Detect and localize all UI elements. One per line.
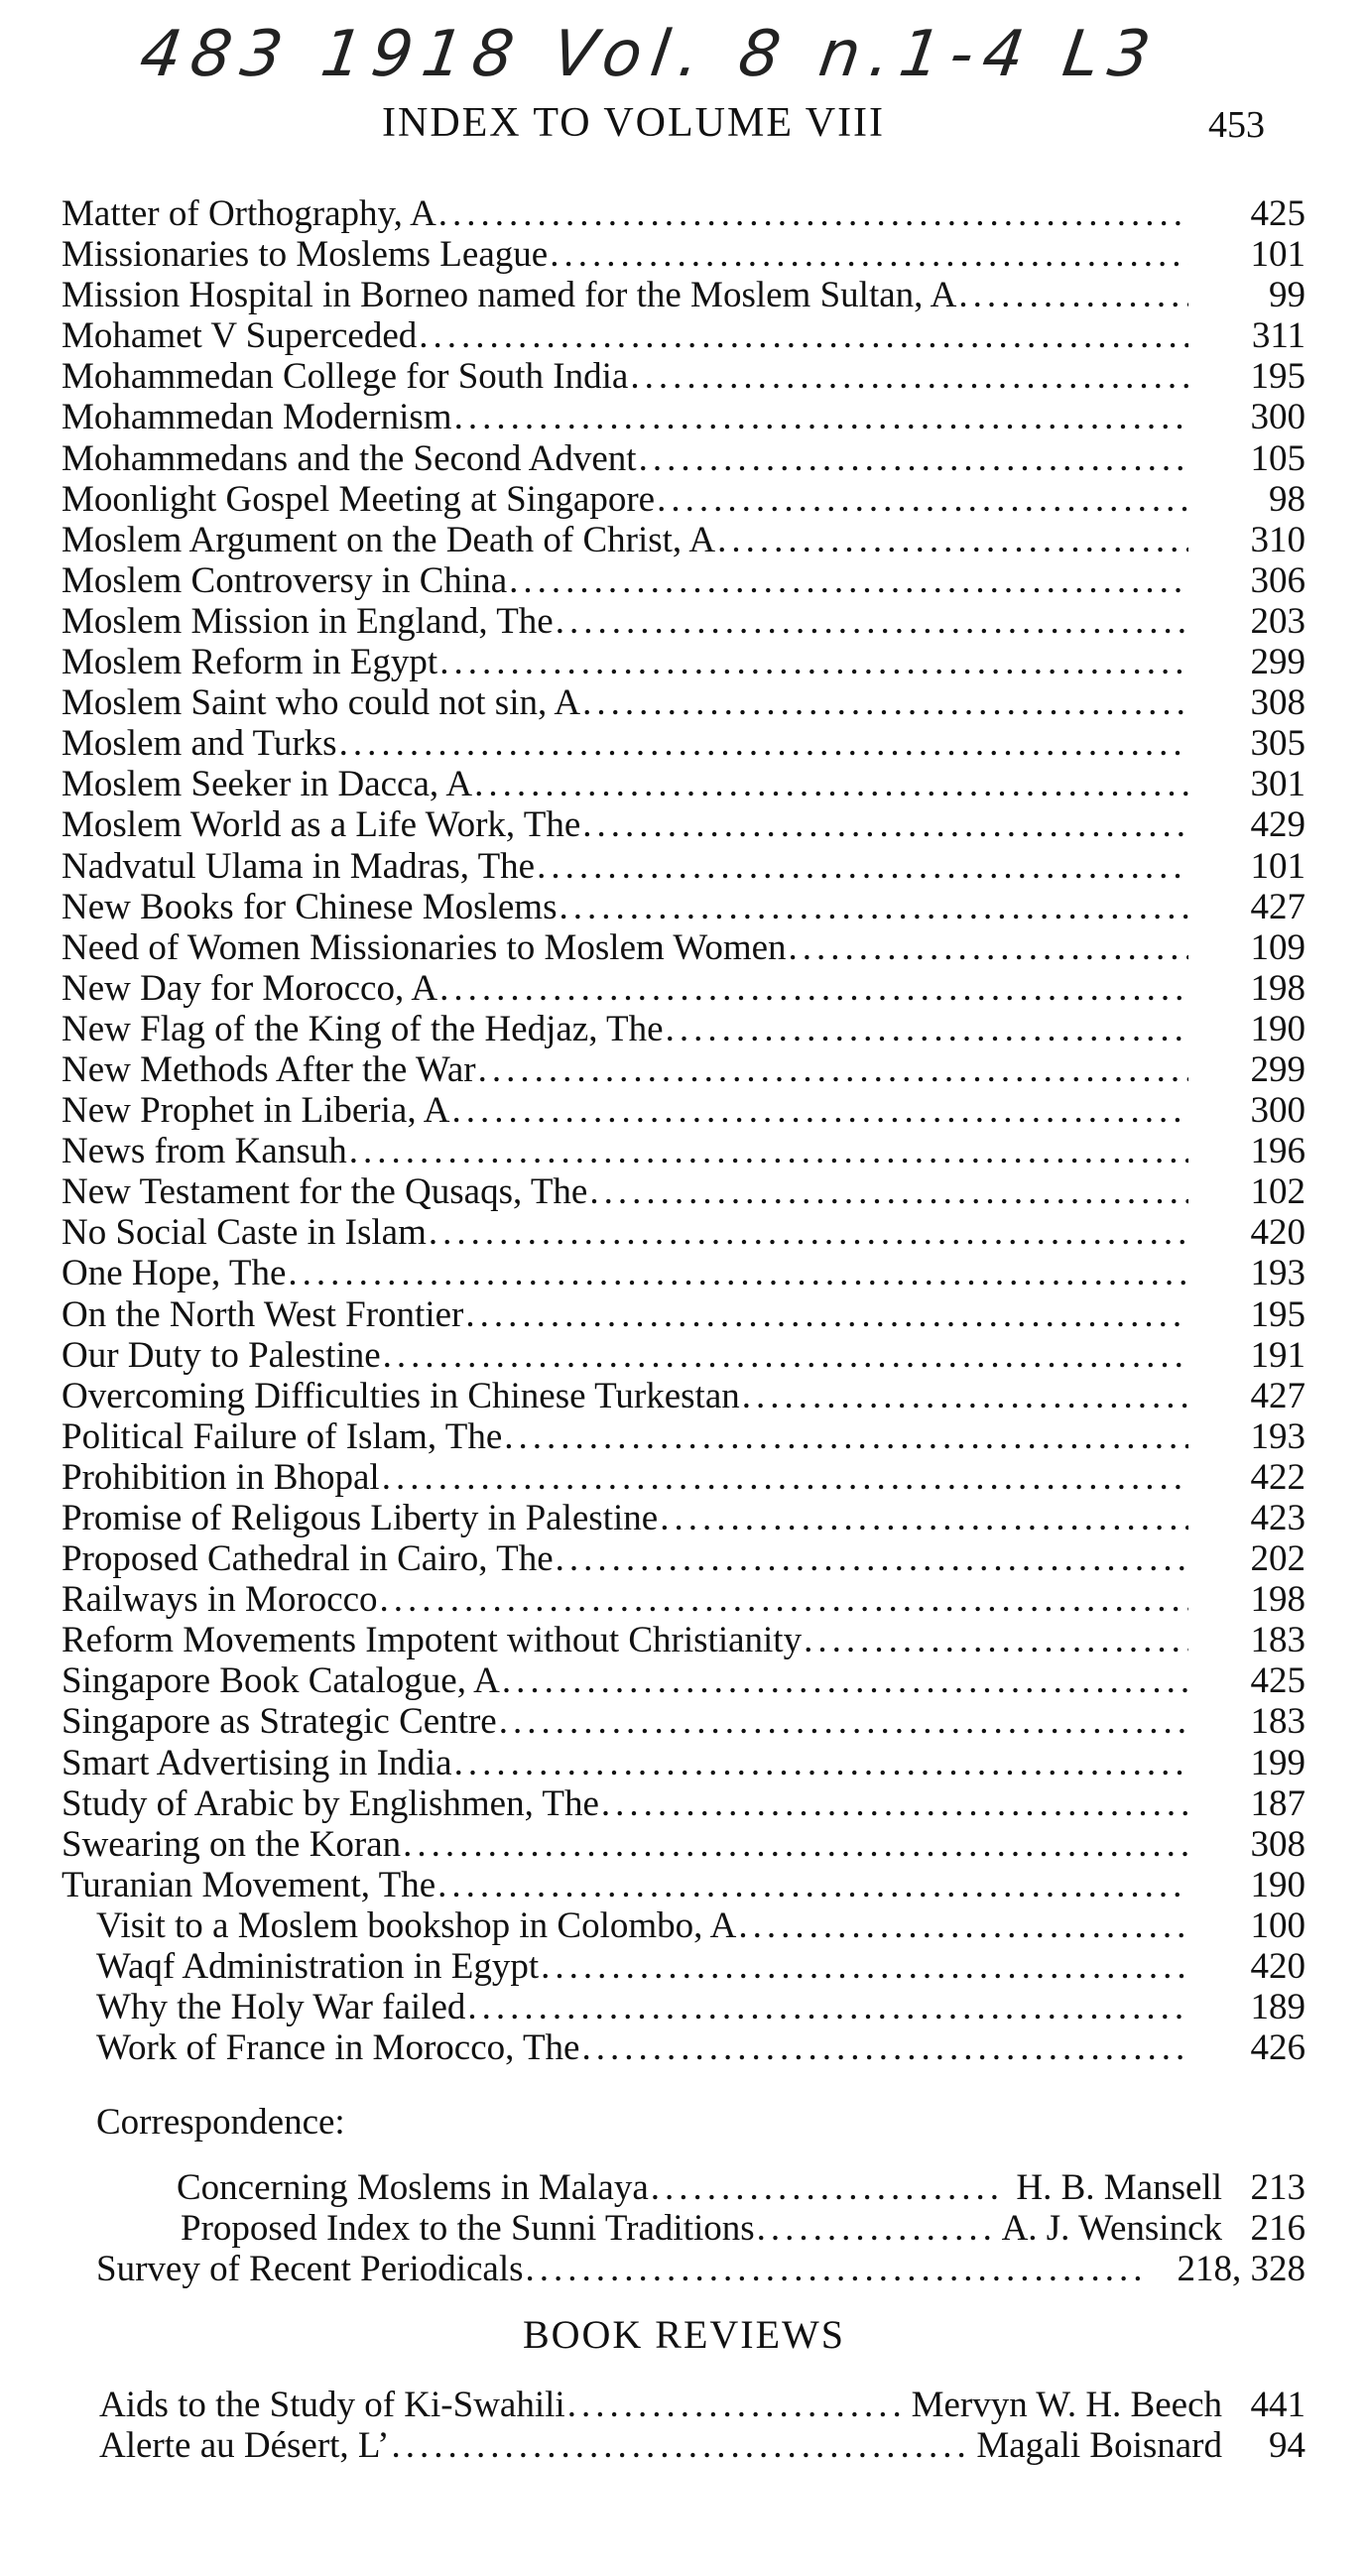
entry-title: Aids to the Study of Ki-Swahili — [99, 2385, 565, 2425]
entry-pages: 105 — [1250, 437, 1306, 479]
entry-pages: 193 — [1250, 1253, 1306, 1294]
dot-leader — [550, 234, 1188, 275]
index-entry — [0, 1171, 1306, 1212]
entry-author: Mervyn W. H. Beech — [911, 2385, 1222, 2425]
dot-leader — [339, 723, 1188, 764]
entry-title: Moonlight Gospel Meeting at Singapore — [62, 478, 656, 520]
entry-pages: 300 — [1250, 397, 1306, 438]
entry-pages: 203 — [1250, 600, 1306, 642]
index-entry — [0, 1049, 1306, 1090]
entry-pages: 301 — [1250, 764, 1306, 805]
dot-leader — [556, 601, 1188, 642]
entry-pages: 310 — [1250, 519, 1306, 560]
entry-pages: 98 — [1269, 478, 1306, 520]
dot-leader — [452, 1090, 1189, 1131]
dot-leader — [581, 2027, 1188, 2068]
dot-leader — [509, 560, 1188, 601]
entry-pages: 300 — [1250, 1090, 1306, 1132]
entry-title: Matter of Orthography, A — [62, 193, 436, 234]
entry-pages: 308 — [1250, 1823, 1306, 1865]
book-reviews-list — [0, 2385, 1368, 2466]
dot-leader — [666, 1009, 1188, 1049]
dot-leader — [589, 1171, 1188, 1212]
dot-leader — [474, 764, 1188, 804]
entry-title: Reform Movements Impotent without Christianity — [62, 1620, 803, 1661]
entry-pages: 101 — [1250, 845, 1306, 887]
entry-pages: 422 — [1250, 1456, 1306, 1498]
entry-pages: 425 — [1250, 1660, 1306, 1702]
index-entry — [0, 356, 1306, 397]
dot-leader — [742, 1376, 1188, 1416]
entry-pages: 198 — [1250, 1579, 1306, 1621]
index-entry — [0, 1538, 1306, 1579]
entry-title: Moslem Seeker in Dacca, A — [62, 764, 473, 805]
entry-title: Study of Arabic by Englishmen, The — [62, 1782, 599, 1824]
index-entry — [0, 520, 1306, 560]
dot-leader — [537, 846, 1188, 887]
dot-leader — [391, 2425, 966, 2466]
entry-pages: 425 — [1250, 193, 1306, 234]
index-entry — [0, 1701, 1306, 1742]
entry-author: Magali Boisnard — [976, 2425, 1222, 2467]
index-entry — [0, 723, 1306, 764]
dot-leader — [789, 927, 1188, 968]
dot-leader — [567, 2385, 902, 2425]
entry-title: Moslem Saint who could not sin, A — [62, 682, 581, 724]
index-entry — [0, 1946, 1306, 1987]
entry-pages: 423 — [1250, 1498, 1306, 1538]
index-entry — [0, 1457, 1306, 1498]
dot-leader — [601, 1783, 1188, 1824]
index-entry — [0, 846, 1306, 887]
entry-pages: 193 — [1250, 1415, 1306, 1457]
dot-leader — [504, 1416, 1188, 1457]
entry-pages: 429 — [1250, 804, 1306, 846]
entry-pages: 195 — [1250, 356, 1306, 398]
dot-leader — [454, 1743, 1188, 1783]
index-entry — [0, 1620, 1306, 1660]
index-entry — [0, 642, 1306, 682]
entry-pages: 195 — [1250, 1293, 1306, 1335]
entry-title: Concerning Moslems in Malaya — [177, 2167, 649, 2208]
dot-leader — [582, 682, 1188, 723]
correspondence-list — [0, 2167, 1368, 2289]
entry-title: Survey of Recent Periodicals — [96, 2249, 524, 2290]
entry-title: Singapore Book Catalogue, A — [62, 1660, 500, 1702]
dot-leader — [380, 1579, 1188, 1620]
entry-pages: 198 — [1250, 967, 1306, 1009]
entry-title: One Hope, The — [62, 1253, 287, 1294]
entry-title: Why the Holy War failed — [96, 1987, 466, 2028]
dot-leader — [467, 1987, 1188, 2027]
entry-title: Mohamet V Superceded — [62, 315, 418, 357]
index-entry — [0, 682, 1306, 723]
dot-leader — [438, 193, 1188, 234]
handwritten-catalog-note: 483 1918 Vol. 8 n.1-4 L3 — [135, 18, 1165, 91]
entry-author: H. B. Mansell — [1016, 2167, 1222, 2208]
entry-title: Singapore as Strategic Centre — [62, 1701, 497, 1743]
dot-leader — [660, 1498, 1188, 1538]
entry-title: Missionaries to Moslems League — [62, 234, 549, 276]
entry-title: Moslem Mission in England, The — [62, 600, 554, 642]
index-entry — [0, 315, 1306, 356]
entry-title: Moslem Controversy in China — [62, 559, 508, 601]
entry-pages: 199 — [1250, 1742, 1306, 1783]
entry-pages: 299 — [1250, 642, 1306, 683]
entry-title: Political Failure of Islam, The — [62, 1415, 503, 1457]
entry-pages: 305 — [1250, 723, 1306, 765]
dot-leader — [454, 397, 1188, 437]
dot-leader — [958, 275, 1188, 315]
index-entry — [0, 193, 1306, 234]
entry-title: No Social Caste in Islam — [62, 1212, 427, 1254]
dot-leader — [541, 1946, 1188, 1987]
entry-title: New Day for Morocco, A — [62, 967, 438, 1009]
entry-title: News from Kansuh — [62, 1131, 347, 1172]
dot-leader — [630, 356, 1188, 397]
index-entry — [0, 1498, 1306, 1538]
entry-title: Swearing on the Koran — [62, 1823, 402, 1865]
entry-pages: 99 — [1269, 275, 1306, 316]
dot-leader — [559, 887, 1188, 927]
entry-title: New Prophet in Liberia, A — [62, 1090, 450, 1132]
entry-title: Prohibition in Bhopal — [62, 1456, 380, 1498]
entry-pages: 202 — [1250, 1538, 1306, 1580]
page-title: INDEX TO VOLUME VIII — [382, 100, 886, 146]
index-entry — [0, 1376, 1306, 1416]
entry-title: Waqf Administration in Egypt — [96, 1946, 540, 1988]
index-entry — [0, 1783, 1306, 1824]
index-list — [0, 193, 1368, 2068]
entry-pages: 420 — [1250, 1946, 1306, 1988]
entry-title: Mohammedan College for South India — [62, 356, 629, 398]
entry-pages: 102 — [1250, 1171, 1306, 1213]
dot-leader — [499, 1701, 1188, 1742]
index-entry — [0, 1253, 1306, 1293]
index-entry — [0, 1294, 1306, 1335]
dot-leader — [349, 1131, 1188, 1171]
entry-author: A. J. Wensinck — [1001, 2208, 1222, 2250]
entry-pages: 189 — [1250, 1987, 1306, 2028]
entry-title: Nadvatul Ulama in Madras, The — [62, 845, 536, 887]
entry-title: Mission Hospital in Borneo named for the Moslem Sultan, A — [62, 275, 957, 316]
dot-leader — [526, 2249, 1147, 2289]
entry-pages: 94 — [1269, 2425, 1306, 2467]
book-review-entry — [0, 2385, 1306, 2425]
index-entry — [0, 1131, 1306, 1171]
entry-pages: 100 — [1250, 1904, 1306, 1946]
page-number: 453 — [1208, 104, 1265, 146]
entry-pages: 196 — [1250, 1131, 1306, 1172]
dot-leader — [419, 315, 1188, 356]
entry-title: Our Duty to Palestine — [62, 1334, 381, 1376]
index-entry — [0, 1824, 1306, 1865]
entry-pages: 427 — [1250, 1375, 1306, 1416]
entry-title: Railways in Morocco — [62, 1579, 378, 1621]
index-entry — [0, 804, 1306, 845]
entry-pages: 190 — [1250, 1864, 1306, 1905]
entry-pages: 101 — [1250, 234, 1306, 276]
index-entry — [0, 275, 1306, 315]
index-entry — [0, 1660, 1306, 1701]
dot-leader — [657, 479, 1188, 520]
entry-pages: 426 — [1250, 2027, 1306, 2069]
entry-title: Mohammedan Modernism — [62, 397, 452, 438]
dot-leader — [556, 1538, 1188, 1579]
dot-leader — [502, 1660, 1188, 1701]
entry-title: Moslem World as a Life Work, The — [62, 804, 581, 846]
index-entry — [0, 601, 1306, 642]
index-entry — [0, 1865, 1306, 1905]
index-entry — [0, 968, 1306, 1009]
dot-leader — [757, 2208, 992, 2249]
entry-title: Smart Advertising in India — [62, 1742, 452, 1783]
dot-leader — [429, 1212, 1188, 1253]
book-review-entry — [0, 2425, 1306, 2466]
entry-pages: 311 — [1251, 315, 1306, 357]
index-entry — [0, 1009, 1306, 1049]
correspondence-entry — [0, 2208, 1306, 2249]
index-entry — [0, 2027, 1306, 2068]
entry-pages: 420 — [1250, 1212, 1306, 1254]
entry-pages: 190 — [1250, 1008, 1306, 1049]
entry-title: Work of France in Morocco, The — [96, 2027, 580, 2069]
entry-pages: 299 — [1250, 1048, 1306, 1090]
index-entry — [0, 764, 1306, 804]
entry-title: Moslem and Turks — [62, 723, 337, 765]
entry-pages: 308 — [1250, 682, 1306, 724]
entry-title: Visit to a Moslem bookshop in Colombo, A — [96, 1904, 737, 1946]
entry-pages: 109 — [1250, 926, 1306, 968]
dot-leader — [738, 1905, 1188, 1946]
entry-title: Mohammedans and the Second Advent — [62, 437, 637, 479]
entry-title: New Testament for the Qusaqs, The — [62, 1171, 588, 1213]
entry-pages: 183 — [1250, 1701, 1306, 1743]
entry-title: Proposed Cathedral in Cairo, The — [62, 1538, 554, 1580]
entry-title: Overcoming Difficulties in Chinese Turkestan — [62, 1375, 740, 1416]
index-entry — [0, 1743, 1306, 1783]
index-entry — [0, 1579, 1306, 1620]
entry-title: Alerte au Désert, L’ — [99, 2425, 390, 2467]
dot-leader — [651, 2167, 1007, 2208]
index-entry — [0, 397, 1306, 437]
correspondence-entry — [0, 2167, 1306, 2208]
survey-entry — [0, 2249, 1306, 2289]
entry-title: Moslem Argument on the Death of Christ, A — [62, 519, 716, 560]
entry-title: New Flag of the King of the Hedjaz, The — [62, 1008, 664, 1049]
dot-leader — [403, 1824, 1188, 1865]
index-entry — [0, 560, 1306, 601]
index-entry — [0, 1905, 1306, 1946]
dot-leader — [478, 1049, 1188, 1090]
index-entry — [0, 927, 1306, 968]
entry-title: On the North West Frontier — [62, 1293, 464, 1335]
dot-leader — [382, 1457, 1188, 1498]
dot-leader — [383, 1335, 1188, 1376]
entry-pages: 306 — [1250, 559, 1306, 601]
entry-title: New Methods After the War — [62, 1048, 476, 1090]
entry-pages: 213 — [1250, 2167, 1306, 2208]
dot-leader — [804, 1620, 1188, 1660]
entry-pages: 183 — [1250, 1620, 1306, 1661]
entry-pages: 187 — [1250, 1782, 1306, 1824]
index-entry — [0, 479, 1306, 520]
entry-title: Proposed Index to the Sunni Traditions — [181, 2208, 755, 2250]
dot-leader — [717, 520, 1188, 560]
book-reviews-heading: BOOK REVIEWS — [522, 2312, 846, 2357]
entry-title: Promise of Religous Liberty in Palestine — [62, 1498, 659, 1538]
index-entry — [0, 887, 1306, 927]
dot-leader — [582, 804, 1188, 845]
entry-title: Turanian Movement, The — [62, 1864, 436, 1905]
entry-pages: 191 — [1250, 1334, 1306, 1376]
dot-leader — [465, 1294, 1188, 1335]
entry-pages: 441 — [1250, 2385, 1306, 2425]
dot-leader — [439, 968, 1188, 1009]
index-entry — [0, 1335, 1306, 1376]
dot-leader — [437, 1865, 1188, 1905]
index-entry — [0, 1090, 1306, 1131]
index-entry — [0, 1416, 1306, 1457]
index-entry — [0, 438, 1306, 479]
index-entry — [0, 234, 1306, 275]
index-entry — [0, 1212, 1306, 1253]
entry-pages: 427 — [1250, 886, 1306, 927]
entry-pages: 218, 328 — [1177, 2249, 1306, 2290]
correspondence-label: Correspondence: — [96, 2102, 345, 2143]
running-header — [0, 99, 1368, 159]
entry-title: New Books for Chinese Moslems — [62, 886, 558, 927]
entry-title: Need of Women Missionaries to Moslem Women — [62, 926, 787, 968]
entry-pages: 216 — [1250, 2208, 1306, 2250]
index-entry — [0, 1987, 1306, 2027]
dot-leader — [639, 438, 1188, 479]
dot-leader — [439, 642, 1188, 682]
dot-leader — [288, 1253, 1188, 1293]
entry-title: Moslem Reform in Egypt — [62, 642, 438, 683]
